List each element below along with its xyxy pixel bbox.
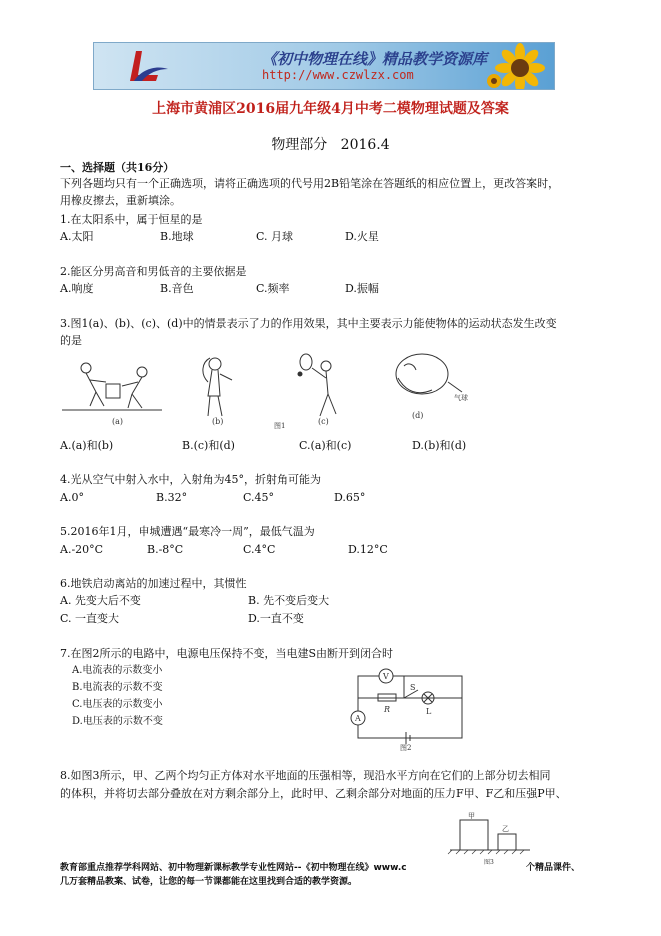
question-8-stem-line2: 的体积，并将切去部分叠放在对方剩余部分上，此时甲、乙剩余部分对地面的压力F甲、F乙和压强P甲、 (60, 787, 567, 800)
question-3-stem-line1: 3.图1(a)、(b)、(c)、(d)中的情景表示了力的作用效果，其中主要表示力能使物体的运动状态发生改变 (60, 317, 557, 330)
sunflower-icon (486, 43, 554, 89)
q1-option-c: C. 月球 (256, 230, 294, 243)
question-3-stem-line2: 的是 (60, 334, 82, 347)
q6-option-b: B. 先不变后变大 (248, 594, 330, 607)
q2-option-b: B.音色 (160, 282, 194, 295)
q4-option-a: A.0° (60, 491, 84, 504)
q5-option-d: D.12°C (348, 543, 388, 556)
figure-3-label-jia: 甲 (468, 812, 475, 820)
figure-3-label-yi: 乙 (502, 825, 509, 833)
section-intro-line2: 用橡皮擦去，重新填涂。 (60, 194, 181, 207)
question-7-stem: 7.在图2所示的电路中，电源电压保持不变，当电建S由断开到闭合时 (60, 647, 394, 660)
question-1-stem: 1.在太阳系中，属于恒星的是 (60, 213, 203, 226)
figure-2-circuit (338, 668, 468, 752)
q7-option-c: C.电压表的示数变小 (72, 699, 163, 710)
figure-1-label-d: (d) (412, 411, 424, 420)
q3-option-c: C.(a)和(c) (299, 439, 352, 452)
q2-option-d: D.振幅 (345, 282, 379, 295)
subtitle-date: 2016.4 (340, 137, 390, 153)
q5-option-b: B.-8°C (147, 543, 184, 556)
question-8-stem-line1: 8.如图3所示，甲、乙两个均匀正方体对水平地面的压强相等，现沿水平方向在它们的上部分切去相同 (60, 769, 551, 782)
figure-2-ammeter-label: A (355, 714, 361, 723)
q4-option-d: D.65° (334, 491, 366, 504)
q2-option-c: C.频率 (256, 282, 290, 295)
q5-option-c: C.4°C (243, 543, 276, 556)
figure-2-switch-label: S (410, 683, 416, 692)
header-banner (93, 42, 555, 90)
figure-1-balloon-label: 气球 (454, 394, 468, 402)
figure-2-lamp-label: L (426, 707, 432, 716)
footer-line1-end: 个精品课件、 (526, 863, 581, 873)
q3-option-a: A.(a)和(b) (60, 439, 114, 452)
question-2-stem: 2.能区分男高音和男低音的主要依据是 (60, 265, 247, 278)
q7-option-b: B.电流表的示数不变 (72, 682, 163, 693)
section-intro-line1: 下列各题均只有一个正确选项，请将正确选项的代号用2B铅笔涂在答题纸的相应位置上，更改答案时， (60, 177, 560, 190)
banner-url[interactable]: http://www.czwlzx.com (262, 68, 414, 82)
figure-2-resistor-label: R (384, 705, 391, 714)
figure-2-caption: 图2 (400, 744, 412, 752)
q7-option-d: D.电压表的示数不变 (72, 716, 163, 727)
banner-title: 《初中物理在线》精品教学资源库 (262, 50, 488, 68)
q3-option-b: B.(c)和(d) (182, 439, 235, 452)
figure-1-label-b: (b) (212, 417, 224, 426)
subtitle (0, 134, 661, 154)
figure-1-caption: 图1 (274, 422, 286, 430)
q7-option-a: A.电流表的示数变小 (72, 665, 163, 676)
figure-1-label-c: (c) (318, 417, 329, 426)
figure-1-illustration (62, 352, 482, 432)
subtitle-part: 物理部分 (271, 137, 328, 153)
q1-option-b: B.地球 (160, 230, 194, 243)
section-heading: 一、选择题（共16分） (60, 161, 175, 174)
q4-option-b: B.32° (156, 491, 188, 504)
question-6-stem: 6.地铁启动离站的加速过程中，其惯性 (60, 577, 247, 590)
q3-option-d: D.(b)和(d) (412, 439, 467, 452)
footer-line2: 几万套精品教案、试卷，让您的每一节课都能在这里找到合适的教学资源。 (60, 877, 358, 887)
question-4-stem: 4.光从空气中射入水中，入射角为45°，折射角可能为 (60, 473, 321, 486)
q2-option-a: A.响度 (60, 282, 94, 295)
footer-line1: 教育部重点推荐学科网站、初中物理新课标教学专业性网站--《初中物理在线》www.c (60, 863, 407, 873)
q6-option-c: C. 一直变大 (60, 612, 120, 625)
figure-2-voltmeter-label: V (383, 672, 389, 681)
figure-1-label-a: (a) (112, 417, 124, 426)
logo-icon (112, 47, 172, 85)
figure-3-caption: 图3 (484, 859, 494, 866)
q6-option-a: A. 先变大后不变 (60, 594, 141, 607)
question-5-stem: 5.2016年1月，申城遭遇“最寒冷一周”，最低气温为 (60, 525, 315, 538)
q1-option-a: A.太阳 (60, 230, 94, 243)
document-title: 上海市黄浦区2016届九年级4月中考二模物理试题及答案 (152, 101, 509, 117)
q6-option-d: D.一直不变 (248, 612, 304, 625)
figure-3-cubes (446, 812, 536, 866)
q5-option-a: A.-20°C (60, 543, 104, 556)
q1-option-d: D.火星 (345, 230, 379, 243)
q4-option-c: C.45° (243, 491, 275, 504)
